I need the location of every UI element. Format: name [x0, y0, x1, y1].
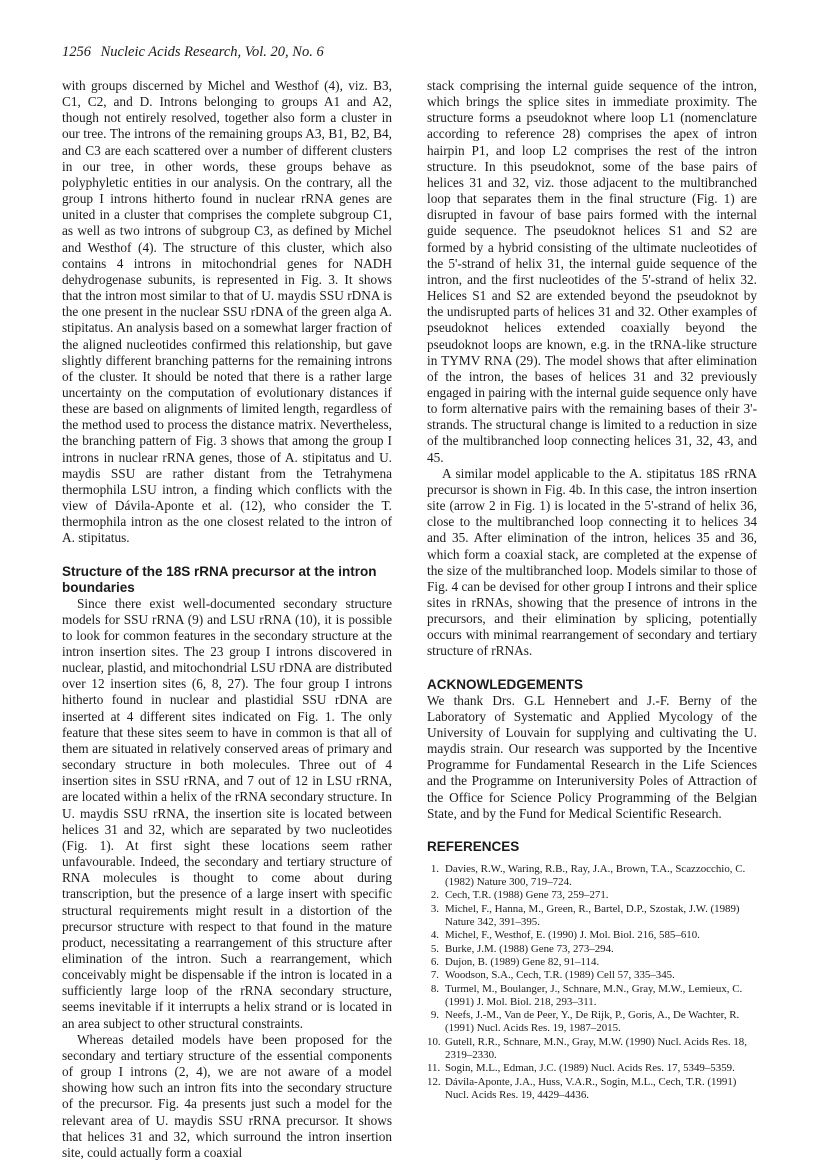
reference-item [427, 1062, 757, 1075]
body-paragraph: Whereas detailed models have been proposed for the secondary and tertiary structure of the essential components of group I introns (2, 4), we are not aware of a model showing how such an intron fits into the secondary structure of the precursor. Fig. 4a presents just such a model for the relevant area of U. maydis SSU rRNA precursor. It shows that helices 31 and 32, which surround the intron insertion site, could actually form a coaxial [62, 1031, 392, 1160]
reference-number: 8. [430, 982, 439, 995]
references-heading: REFERENCES [427, 838, 520, 854]
reference-number: 12. [427, 1075, 441, 1088]
reference-text: Dujon, B. (1989) Gene 82, 91–114. [445, 955, 600, 968]
reference-number: 5. [430, 942, 439, 955]
reference-item [427, 956, 757, 969]
journal-title: Nucleic Acids Research, Vol. 20, No. 6 [100, 44, 324, 60]
references-list [427, 863, 757, 1102]
reference-item [427, 969, 757, 982]
reference-text: Cech, T.R. (1988) Gene 73, 259–271. [445, 889, 609, 902]
reference-number: 7. [430, 969, 439, 982]
reference-item [427, 1036, 757, 1063]
body-paragraph: with groups discerned by Michel and Westhof (4), viz. B3, C1, C2, and D. Introns belonging to groups A1 and A2, though not entirely resolved, together also form a cluster in our tree. The introns of the remaining groups A3, B1, B2, B4, and C3 are each scattered over a number of different clusters in our tree, in other words, these groups behave as polyphyletic entities in our analysis. On the contrary, all the group I introns hitherto found in nuclear rRNA genes are united in a cluster that comprises the complete subgroup C1, as well as two introns of subgroup C3, as defined by Michel and Westhof (4). The structure of this cluster, which also contains 4 introns in mitochondrial genes for NADH dehydrogenase subunits, is represented in Fig. 3. It shows that the intron most similar to that of U. maydis SSU rDNA is the one present in the nuclear SSU rDNA of the green alga A. stipitatus. An analysis based on a somewhat larger fraction of the aligned nucleotides confirmed this relationship, but gave slightly different branching patterns for the remaining introns of the cluster. It should be noted that there is a rather large uncertainty on the computation of evolutionary distances if these are based on alignments of limited length, regardless of the method used to process the distance matrix. Nevertheless, the branching pattern of Fig. 3 shows that among the group I introns in nuclear rRNA genes, those of A. stipitatus and U. maydis SSU are rather distant from the Tetrahymena thermophila LSU intron, a finding which conflicts with the view of Dávila-Aponte et al. (12), who consider the T. thermophila intron as the one closest related to the intron of A. stipitatus. [62, 78, 392, 546]
reference-item [427, 1076, 757, 1103]
right-column [427, 78, 757, 1102]
reference-text: Michel, F., Westhof, E. (1990) J. Mol. Biol. 216, 585–610. [445, 929, 700, 942]
reference-number: 3. [430, 902, 439, 915]
reference-number: 10. [427, 1035, 441, 1048]
reference-item [427, 983, 757, 1010]
reference-text: Woodson, S.A., Cech, T.R. (1989) Cell 57, 335–345. [445, 969, 675, 982]
reference-item [427, 1009, 757, 1036]
acknowledgements-heading: ACKNOWLEDGEMENTS [427, 676, 583, 692]
page-number: 1256 [62, 44, 91, 60]
reference-number: 2. [430, 889, 439, 902]
reference-number: 4. [430, 929, 439, 942]
reference-number: 11. [427, 1062, 441, 1075]
reference-text: Gutell, R.R., Schnare, M.N., Gray, M.W. (1990) Nucl. Acids Res. 18, 2319–2330. [445, 1035, 747, 1062]
reference-number: 9. [430, 1009, 439, 1022]
reference-item [427, 929, 757, 942]
body-paragraph: A similar model applicable to the A. stipitatus 18S rRNA precursor is shown in Fig. 4b. In this case, the intron insertion site (arrow 2 in Fig. 1) is located in the 5'-strand of helix 36, close to the multibranched loop connecting it to helices 34 and 35. After elimination of the intron, helices 35 and 36, which form a coaxial stack, are completed at the expense of the size of the multibranched loop. Models similar to those of Fig. 4 can be devised for other group I introns and their splice sites in rRNAs, showing that the presence of introns in the precursors, and their elimination by splicing, potentially occurs with minimal rearrangement of secondary and tertiary structure of rRNAs. [427, 465, 757, 659]
reference-text: Neefs, J.-M., Van de Peer, Y., De Rijk, P., Goris, A., De Wachter, R. (1991) Nucl. Acids Res. 19, 1987–2015. [445, 1009, 740, 1035]
page-header [62, 44, 762, 61]
left-column [62, 78, 392, 1161]
reference-number: 6. [430, 955, 439, 968]
reference-item [427, 863, 757, 890]
acknowledgements-text: We thank Drs. G.L Hennebert and J.-F. Berny of the Laboratory of Systematic and Applied Mycology of the University of Louvain for supplying and cultivating the U. maydis strain. Our research was supported by the Incentive Programme for Fundamental Research in the Life Sciences and the Programme on Interuniversity Poles of Attraction of the Office for Science Policy Programming of the Belgian State, and by the Fund for Medical Scientific Research. [427, 692, 757, 821]
reference-text: Burke, J.M. (1988) Gene 73, 273–294. [445, 942, 614, 955]
section-heading: Structure of the 18S rRNA precursor at the intron boundaries [62, 563, 377, 595]
reference-text: Michel, F., Hanna, M., Green, R., Bartel, D.P., Szostak, J.W. (1989) Nature 342, 391–395. [445, 902, 740, 929]
body-paragraph: stack comprising the internal guide sequence of the intron, which brings the splice sites in immediate proximity. The structure forms a pseudoknot where loop L1 (nomenclature according to reference 28) comprises the apex of intron hairpin P1, and loop L2 comprises the rest of the intron structure. In this pseudoknot, some of the base pairs of helices 31 and 32, viz. those adjacent to the multibranched loop that separates them in the final structure (Fig. 1) are disrupted in favour of base pairs formed with the internal guide sequence. The pseudoknot helices S1 and S2 are formed by a hybrid consisting of the ultimate nucleotides of the 5'-strand of helix 31, the internal guide sequence of the intron, and the first nucleotides of the 5'-strand of helix 32. Helices S1 and S2 are extended beyond the pseudoknot by the undisrupted parts of helices 31 and 32. Other examples of pseudoknot helices extended coaxially beyond the pseudoknot loops are known, e.g. in the tRNA-like structure in TYMV RNA (29). The model shows that after elimination of the intron, the bases of helices 31 and 32 previously engaged in pairing with the internal guide sequence only have to form alternative pairs with the remaining bases of their 3'-strands. The structural change is limited to a reduction in size of the multibranched loop connecting helices 31, 32, 43, and 45. [427, 78, 757, 465]
reference-text: Sogin, M.L., Edman, J.C. (1989) Nucl. Acids Res. 17, 5349–5359. [445, 1062, 735, 1075]
reference-text: Turmel, M., Boulanger, J., Schnare, M.N., Gray, M.W., Lemieux, C. (1991) J. Mol. Biol. 218, 293–311. [445, 982, 743, 1008]
reference-item [427, 889, 757, 902]
reference-item [427, 943, 757, 956]
body-paragraph: Since there exist well-documented secondary structure models for SSU rRNA (9) and LSU rRNA (10), it is possible to look for common features in the secondary structure at the intron insertion sites. The 23 group I introns discovered in nuclear, plastid, and mitochondrial LSU rDNA are distributed over 12 insertion sites (6, 8, 27). The four group I introns hitherto found in nuclear and plastidial SSU rDNA are inserted at 4 different sites indicated on Fig. 1. The only feature that these sites seem to have in common is that all of them are situated in relatively conserved areas of primary and secondary structure in both molecules. Three out of 4 insertion sites in SSU rRNA, and 7 out of 12 in LSU rRNA, are located within a helix of the rRNA secondary structure. In U. maydis SSU rRNA, the insertion site is located between helices 31 and 32, which are separated by two nucleotides (Fig. 1). At first sight these locations seem rather unfavourable. Indeed, the secondary and tertiary structure of RNA molecules is thought to come about during transcription, but the presence of a large insert with specific structural requirements might result in a distortion of the precursor structure with respect to that found in the mature product, necessitating a rearrangement of this structure after elimination of the intron. Such a rearrangement, which conceivably might be dispensable if the intron is located in a sufficiently large loop of the rRNA secondary structure, seems inevitable if it interrupts a helix strand or is located in an area subject to other structural constraints. [62, 595, 392, 1031]
reference-text: Davies, R.W., Waring, R.B., Ray, J.A., Brown, T.A., Scazzocchio, C. (1982) Nature 300, 719–724. [445, 862, 746, 889]
reference-item [427, 903, 757, 930]
reference-number: 1. [430, 862, 439, 875]
reference-text: Dávila-Aponte, J.A., Huss, V.A.R., Sogin, M.L., Cech, T.R. (1991) Nucl. Acids Res. 19, 4429–4436. [445, 1075, 737, 1101]
